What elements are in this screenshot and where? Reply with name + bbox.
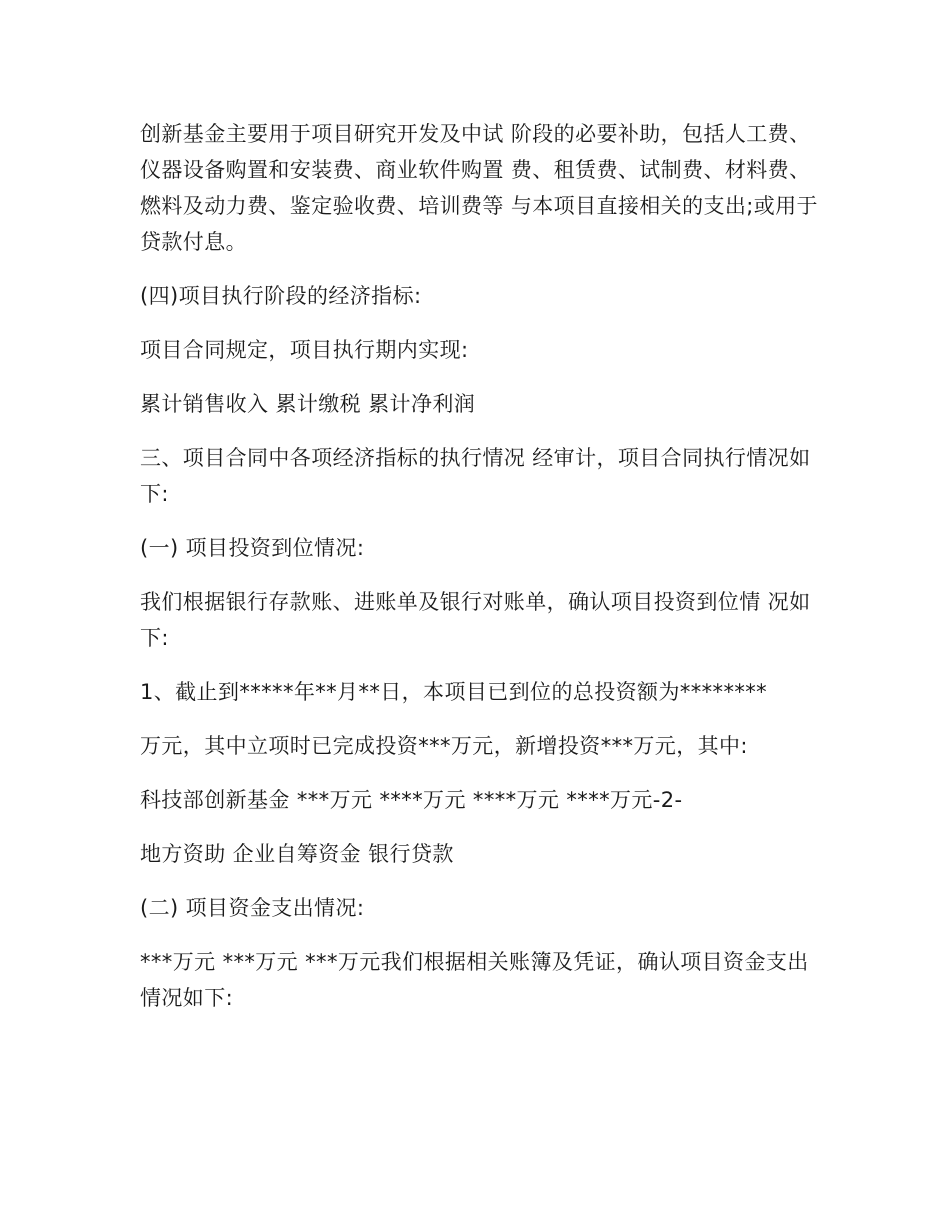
paragraph-funding-sources: 地方资助 企业自筹资金 银行贷款	[140, 842, 454, 866]
heading-economic-indicators: (四)项目执行阶段的经济指标:	[140, 284, 422, 308]
heading-expenditure-status: (二) 项目资金支出情况:	[140, 896, 365, 920]
document-body	[140, 116, 820, 1034]
paragraph-contract-requirement: 项目合同规定，项目执行期内实现:	[140, 338, 469, 362]
paragraph-investment-breakdown: 万元，其中立项时已完成投资***万元，新增投资***万元，其中:	[140, 734, 748, 758]
paragraph-total-investment: 1、截止到*****年**月**日，本项目已到位的总投资额为********	[140, 680, 768, 704]
paragraph-funding-amounts: 科技部创新基金 ***万元 ****万元 ****万元 ****万元-2-	[140, 788, 683, 812]
heading-investment-status: (一) 项目投资到位情况:	[140, 536, 365, 560]
heading-section-three: 三、项目合同中各项经济指标的执行情况 经审计，项目合同执行情况如下:	[140, 446, 811, 506]
paragraph-expenditure-verification: ***万元 ***万元 ***万元我们根据相关账簿及凭证，确认项目资金支出情况如下:	[140, 950, 809, 1010]
paragraph-innovation-fund-usage: 创新基金主要用于项目研究开发及中试 阶段的必要补助，包括人工费、仪器设备购置和安装费、商业软件购置 费、租赁费、试制费、材料费、燃料及动力费、鉴定验收费、培训费等 与本项目直接相关的支出;或用于贷款付息。	[140, 122, 818, 254]
paragraph-cumulative-metrics: 累计销售收入 累计缴税 累计净利润	[140, 392, 476, 416]
paragraph-bank-verification: 我们根据银行存款账、进账单及银行对账单，确认项目投资到位情 况如下:	[140, 590, 811, 650]
